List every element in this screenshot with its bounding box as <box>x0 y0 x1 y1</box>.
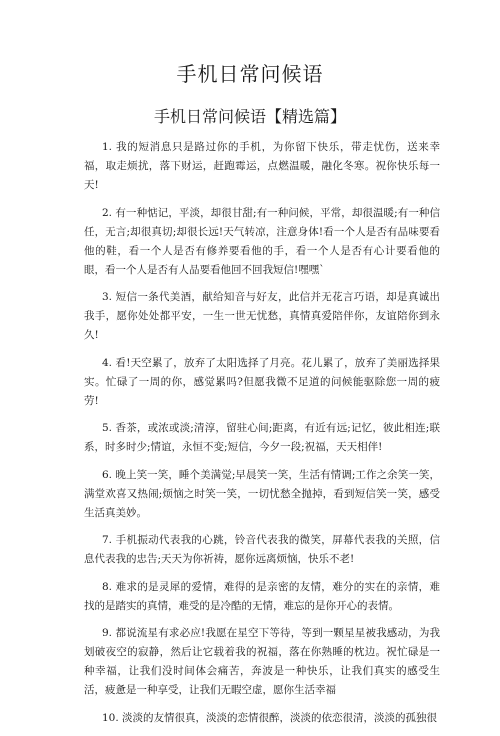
document-body <box>84 138 440 736</box>
paragraph-4: 4. 看!天空累了，放弃了太阳选择了月亮。花儿累了，放弃了美丽选择果实。忙碌了一周的你，感觉累吗?但愿我微不足道的问候能驱除您一周的疲劳! <box>84 356 440 407</box>
paragraph-6: 6. 晚上笑一笑，睡个美满觉;早晨笑一笑，生活有情调;工作之余笑一笑，满堂欢喜又热闹;烦恼之时笑一笑，一切忧愁全抛掉，看到短信笑一笑，感受生活真美妙。 <box>84 468 440 519</box>
paragraph-9: 9. 都说流星有求必应!我愿在星空下等待，等到一颗星星被我感动，为我划破夜空的寂静，然后让它载着我的祝福，落在你熟睡的枕边。祝忙碌是一种幸福，让我们没时间体会痛苦，奔波是一种快乐，让我们真实的感受生活，疲惫是一种享受，让我们无暇空虚，愿你生活幸福 <box>84 627 440 696</box>
paragraph-1: 1. 我的短消息只是路过你的手机，为你留下快乐，带走忧伤，送来幸福，取走烦扰，落下财运，赶跑霉运，点燃温暖，融化冬寒。祝你快乐每一天! <box>84 141 440 191</box>
paragraph-10: 10. 淡淡的友情很真，淡淡的恋情很醉，淡淡的依恋很清，淡淡的孤独很 <box>102 711 438 724</box>
paragraph-2: 2. 有一种惦记，平淡，却很甘甜;有一种问候，平常，却很温暖;有一种信任，无言;却很真切;却很长远!天气转凉，注意身体!看一个人是否有品味要看他的鞋，看一个人是否有修养要看他的手，看一个人是否有心计要看他的眼，看一个人是否有人品要看他回不回我短信!嘿嘿` <box>84 206 440 276</box>
paragraph-7: 7. 手机振动代表我的心跳，铃音代表我的微笑，屏幕代表我的关照，信息代表我的忠告;天天为你祈祷，愿你远离烦恼，快乐不老! <box>84 534 440 565</box>
section-subtitle: 手机日常问候语【精选篇】 <box>153 107 346 126</box>
paragraph-5: 5. 香茶，或浓或淡;清淳，留驻心间;距离，有近有远;记忆，彼此相连;联系，时多时少;情谊，永恒不变;短信，今夕一段;祝福，天天相伴! <box>84 422 440 453</box>
paragraph-8: 8. 难求的是灵犀的爱情，难得的是亲密的友情，难分的实在的亲情，难找的是踏实的真情，难受的是冷酷的无情，难忘的是你开心的表情。 <box>84 580 440 612</box>
paragraph-3: 3. 短信一条代美酒，献给知音与好友，此信并无花言巧语，却是真诚出我手，愿你处处都平安，一生一世无忧愁，真情真爱陪伴你，友谊陪你到永久! <box>84 291 440 341</box>
page-title: 手机日常问候语 <box>176 62 324 86</box>
